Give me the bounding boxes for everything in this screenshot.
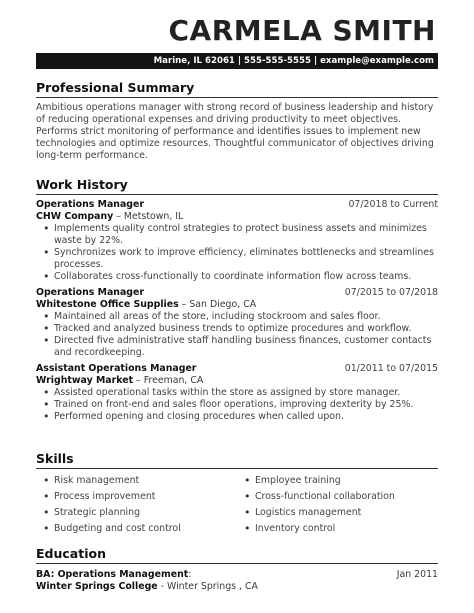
list-item: • Implements quality control strategies to protect business assets and minimizes waste by 22%. xyxy=(54,223,438,247)
job-title: Operations Manager xyxy=(36,199,144,210)
list-item: • Tracked and analyzed business trends to optimize procedures and workflow. xyxy=(54,323,438,335)
company-location: – Freeman, CA xyxy=(133,375,204,386)
list-item: • Trained on front-end and sales floor operations, improving dexterity by 25%. xyxy=(54,399,438,411)
skill-item: • Employee training xyxy=(255,473,438,489)
summary-title: Professional Summary xyxy=(36,80,438,98)
skill-item: • Risk management xyxy=(54,473,237,489)
company-name: CHW Company xyxy=(36,211,114,222)
job-entry xyxy=(36,363,438,423)
job-title: Assistant Operations Manager xyxy=(36,363,197,374)
work-history-section xyxy=(36,177,438,423)
job-bullets xyxy=(36,311,438,359)
skill-item: • Inventory control xyxy=(255,521,438,537)
skill-item: • Cross-functional collaboration xyxy=(255,489,438,505)
work-history-title: Work History xyxy=(36,177,438,195)
skills-right-list xyxy=(237,473,438,537)
resume-name: CARMELA SMITH xyxy=(168,14,436,47)
list-item: • Maintained all areas of the store, including stockroom and sales floor. xyxy=(54,311,438,323)
company-location: – Metstown, IL xyxy=(113,211,184,222)
school-location: - Winter Springs , CA xyxy=(157,581,258,592)
skill-item: • Logistics management xyxy=(255,505,438,521)
list-item: • Directed five administrative staff handling business finances, customer contacts and recordkeeping. xyxy=(54,335,438,359)
summary-section xyxy=(36,80,438,162)
contact-bar: Marine, IL 62061 | 555-555-5555 | example@example.com xyxy=(36,53,438,69)
list-item: • Synchronizes work to improve efficiency, eliminates bottlenecks and streamlines processes. xyxy=(54,247,438,271)
job-bullets xyxy=(36,387,438,423)
skill-item: • Process improvement xyxy=(54,489,237,505)
job-entry xyxy=(36,199,438,283)
skill-item: • Strategic planning xyxy=(54,505,237,521)
list-item: • Performed opening and closing procedures when called upon. xyxy=(54,411,438,423)
job-company xyxy=(36,299,438,311)
degree-name: BA: Operations Management xyxy=(36,569,189,580)
job-bullets xyxy=(36,223,438,283)
skills-title: Skills xyxy=(36,451,438,469)
education-date: Jan 2011 xyxy=(396,569,438,580)
skills-left-list xyxy=(36,473,237,537)
summary-text: Ambitious operations manager with strong record of business leadership and history of reducing operational expenses and driving productivity to meet objectives. Performs strict monitoring of performance and identifies issues to implement new technologies and optimize resources. Thoughtful communicator of objectives driving long-term performance. xyxy=(36,102,434,161)
company-name: Wrightway Market xyxy=(36,375,134,386)
job-company xyxy=(36,211,438,223)
job-title: Operations Manager xyxy=(36,287,144,298)
company-name: Whitestone Office Supplies xyxy=(36,299,179,310)
education-section xyxy=(36,546,438,593)
job-company xyxy=(36,375,438,387)
school-name: Winter Springs College xyxy=(36,581,158,592)
skills-section xyxy=(36,451,438,537)
company-location: – San Diego, CA xyxy=(178,299,257,310)
school xyxy=(36,581,438,593)
job-dates: 07/2018 to Current xyxy=(348,199,438,210)
list-item: • Collaborates cross-functionally to coordinate information flow across teams. xyxy=(54,271,438,283)
degree: BA: Operations Management: xyxy=(36,569,192,580)
list-item: • Assisted operational tasks within the store as assigned by store manager. xyxy=(54,387,438,399)
job-dates: 07/2015 to 07/2018 xyxy=(344,287,438,298)
education-title: Education xyxy=(36,546,438,564)
job-entry xyxy=(36,287,438,359)
skill-item: • Budgeting and cost control xyxy=(54,521,237,537)
job-dates: 01/2011 to 07/2015 xyxy=(344,363,438,374)
